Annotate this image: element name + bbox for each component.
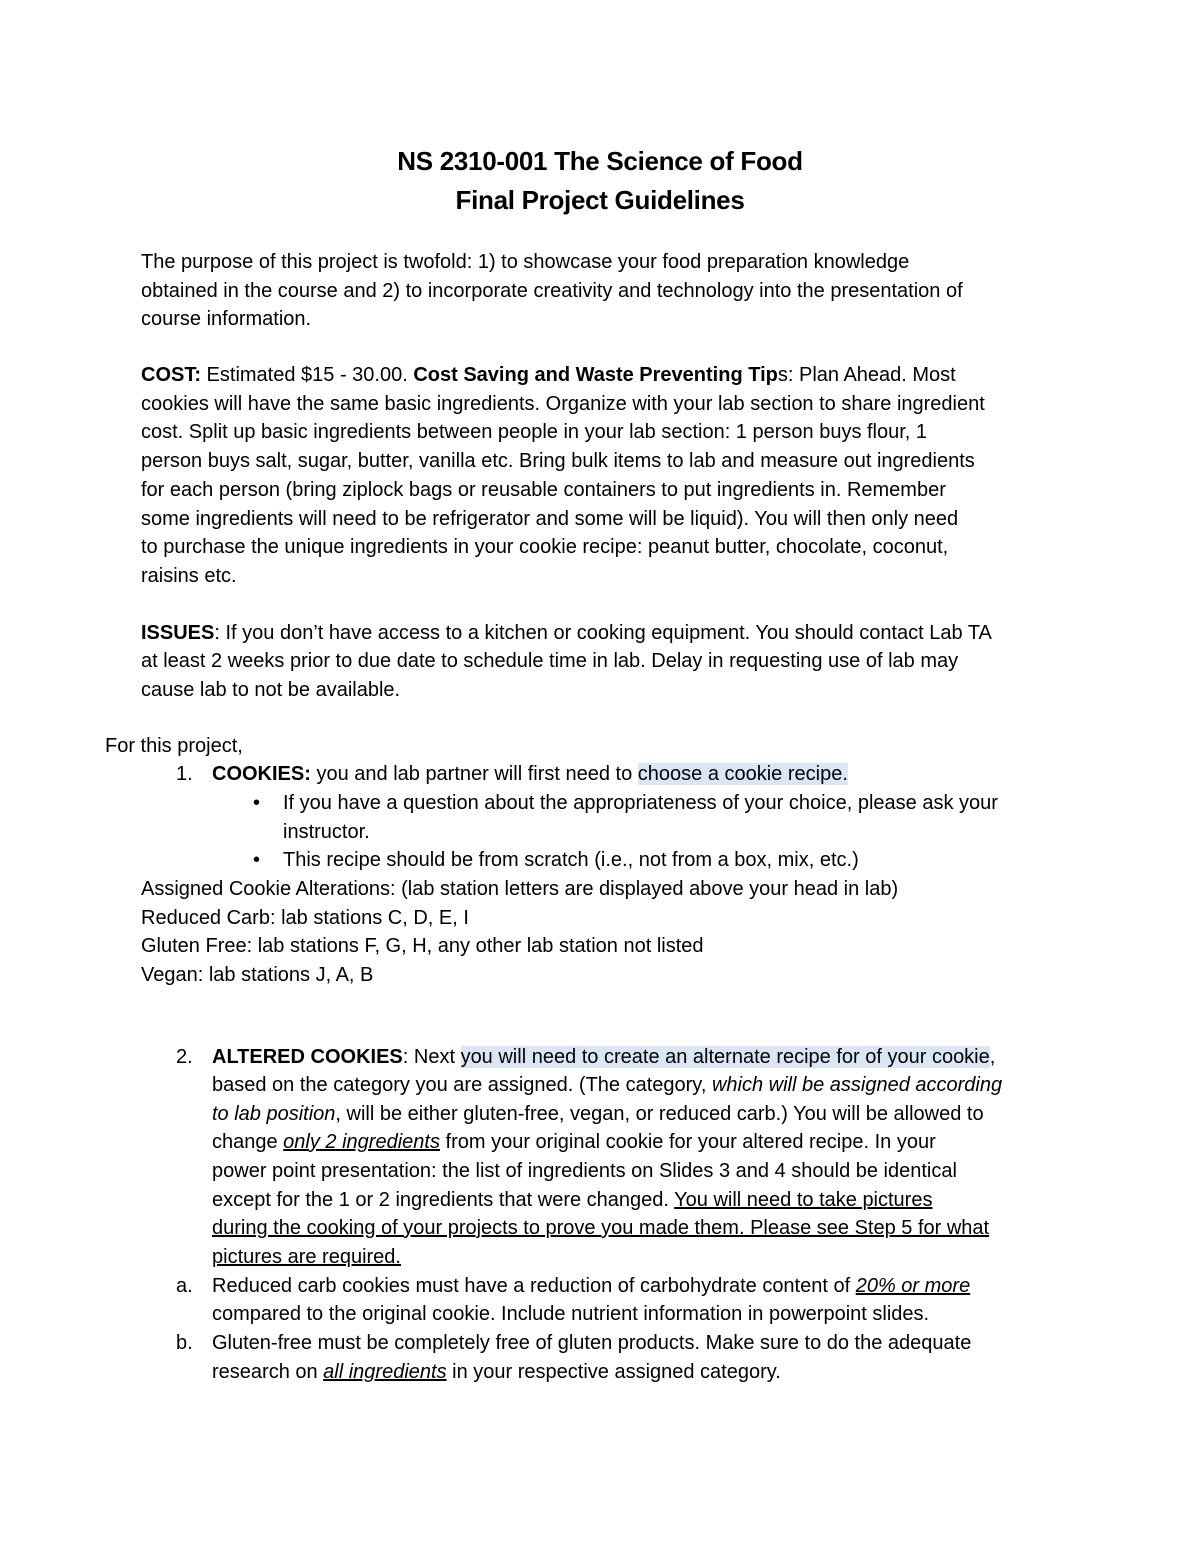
list-number-2: 2.	[176, 1046, 193, 1068]
issues-label: ISSUES	[141, 622, 215, 644]
item-a-text: Reduced carb cookies must have a reduction of carbohydrate content of	[212, 1275, 856, 1297]
list-letter-b: b.	[176, 1332, 193, 1354]
purpose-line-2: obtained in the course and 2) to incorporate creativity and technology into the presentation of	[141, 280, 963, 302]
bullet-2: •	[253, 849, 261, 871]
item-b-emphasis: all ingredients	[323, 1361, 447, 1383]
item2-line-3-italic: to lab position	[212, 1103, 336, 1125]
item-a-line-2: compared to the original cookie. Include nutrient information in powerpoint slides.	[212, 1303, 930, 1325]
item-a-emphasis: 20% or more	[855, 1275, 971, 1297]
cost-estimate: Estimated $15 - 30.00.	[201, 364, 414, 386]
item2-line-8: pictures are required.	[212, 1246, 401, 1268]
bullet1-line-2: instructor.	[283, 821, 370, 843]
cost-tips-label: Cost Saving and Waste Preventing Tip	[413, 364, 778, 386]
item2-line-4-rest: from your original cookie for your altered recipe. In your	[439, 1131, 936, 1153]
item2-line-6-text: except for the 1 or 2 ingredients that were changed.	[212, 1189, 675, 1211]
list-letter-a: a.	[176, 1275, 193, 1297]
purpose-line-3: course information.	[141, 308, 312, 330]
item1-highlight: choose a cookie recipe.	[637, 763, 848, 785]
bullet-1: •	[253, 792, 261, 814]
item2-line-6	[212, 1186, 932, 1215]
purpose-line-1: The purpose of this project is twofold: 1) to showcase your food preparation knowledge	[141, 251, 910, 273]
item2-line-5: power point presentation: the list of ingredients on Slides 3 and 4 should be identical	[212, 1160, 957, 1182]
cost-line-2: cookies will have the same basic ingredients. Organize with your lab section to share ingredient	[141, 393, 985, 415]
item2-line-4-text: change	[212, 1131, 284, 1153]
cost-line-6: some ingredients will need to be refrigerator and some will be liquid). You will then only need	[141, 508, 959, 530]
alterations-line-1: Assigned Cookie Alterations: (lab station letters are displayed above your head in lab)	[141, 878, 899, 900]
item2-line-4	[212, 1128, 936, 1157]
document-title: NS 2310-001 The Science of Food	[397, 146, 803, 176]
item1-text: you and lab partner will first need to	[310, 763, 638, 785]
issues-line-2: at least 2 weeks prior to due date to schedule time in lab. Delay in requesting use of lab may	[141, 650, 959, 672]
item2-line-6-underline: You will need to take pictures	[674, 1189, 933, 1211]
issues-text: : If you don’t have access to a kitchen or cooking equipment. You should contact Lab TA	[214, 622, 992, 644]
alterations-line-3: Gluten Free: lab stations F, G, H, any other lab station not listed	[141, 935, 704, 957]
issues-line-3: cause lab to not be available.	[141, 679, 401, 701]
issues-line-1	[141, 619, 992, 648]
item2-line-7: during the cooking of your projects to prove you made them. Please see Step 5 for what	[212, 1217, 990, 1239]
item1-label: COOKIES:	[212, 763, 311, 785]
item2-label: ALTERED COOKIES	[212, 1046, 403, 1068]
item1-line-1	[212, 760, 848, 789]
cost-tips-text: s: Plan Ahead. Most	[777, 364, 956, 386]
item2-line-3	[212, 1100, 984, 1129]
alterations-line-4: Vegan: lab stations J, A, B	[141, 964, 374, 986]
cost-line-7: to purchase the unique ingredients in your cookie recipe: peanut butter, chocolate, coconut,	[141, 536, 949, 558]
item-b-line-1: Gluten-free must be completely free of gluten products. Make sure to do the adequate	[212, 1332, 972, 1354]
item2-line-2-text: based on the category you are assigned. (The category,	[212, 1074, 712, 1096]
cost-line-4: person buys salt, sugar, butter, vanilla etc. Bring bulk items to lab and measure out ingredients	[141, 450, 975, 472]
cost-label: COST:	[141, 364, 201, 386]
item2-colon: : Next	[402, 1046, 461, 1068]
bullet1-line-1: If you have a question about the appropriateness of your choice, please ask your	[283, 792, 998, 814]
item-b-rest: in your respective assigned category.	[446, 1361, 781, 1383]
list-number-1: 1.	[176, 763, 193, 785]
alterations-line-2: Reduced Carb: lab stations C, D, E, I	[141, 907, 469, 929]
item2-comma: ,	[989, 1046, 996, 1068]
item2-line-4-emphasis: only 2 ingredients	[283, 1131, 440, 1153]
item2-line-2	[212, 1071, 1002, 1100]
item2-line-1	[212, 1043, 995, 1072]
bullet2-line: This recipe should be from scratch (i.e., not from a box, mix, etc.)	[283, 849, 859, 871]
document-subtitle: Final Project Guidelines	[455, 185, 745, 215]
item-b-text: research on	[212, 1361, 324, 1383]
cost-line-3: cost. Split up basic ingredients between people in your lab section: 1 person buys flour, 1	[141, 421, 928, 443]
cost-line-8: raisins etc.	[141, 565, 237, 587]
item2-line-2-italic: which will be assigned according	[711, 1074, 1003, 1096]
item2-line-3-text: , will be either gluten-free, vegan, or reduced carb.) You will be allowed to	[335, 1103, 984, 1125]
item2-highlight: you will need to create an alternate recipe for of your cookie	[460, 1046, 990, 1068]
project-intro: For this project,	[105, 735, 243, 757]
cost-line-5: for each person (bring ziplock bags or reusable containers to put ingredients in. Remember	[141, 479, 946, 501]
item-a-line-1	[212, 1272, 970, 1301]
item-b-line-2	[212, 1358, 781, 1387]
cost-line-1	[141, 361, 956, 390]
